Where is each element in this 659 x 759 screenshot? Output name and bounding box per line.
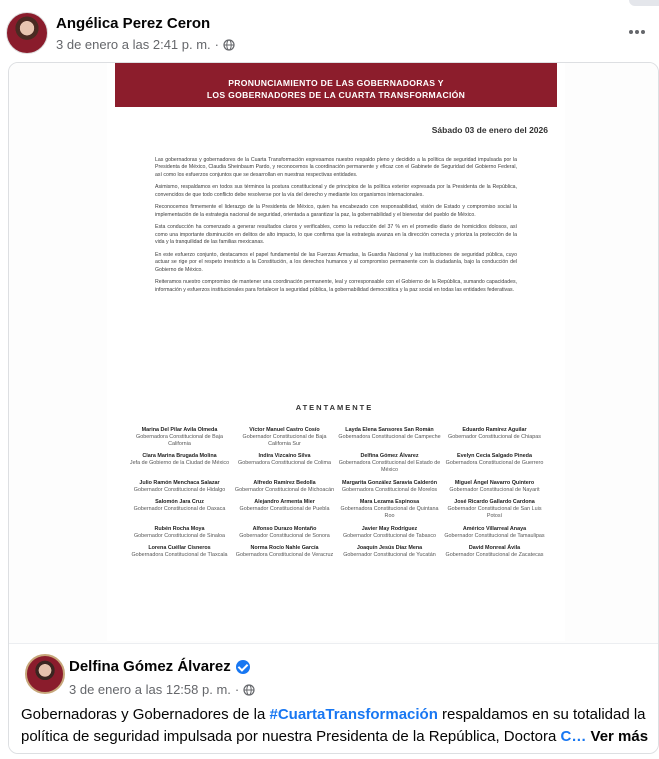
signatory-role: Gobernador Constitucional de Tabasco [342, 532, 437, 539]
signatory [337, 526, 442, 540]
signatory-role: Gobernadora Constitucional de Quintana Roo [340, 506, 439, 519]
post-header [0, 0, 659, 60]
signatory-name: Clara Marina Brugada Molina [142, 453, 217, 460]
hashtag-link[interactable]: #CuartaTransformación [269, 706, 438, 723]
signatory-role: Gobernadora Constitucional de Tlaxcala [131, 552, 228, 559]
signatory-name: Marina Del Pilar Avila Olmeda [141, 427, 218, 433]
more-dot [635, 30, 639, 34]
shared-post-card[interactable] [8, 62, 659, 754]
signatory-role: Gobernadora Constitucional de Baja California [136, 433, 223, 447]
more-horizontal-icon [629, 30, 633, 34]
signatory [337, 499, 442, 519]
document-title-line2: LOS GOBERNADORES DE LA CUARTA TRANSFORMACIÓN [206, 90, 466, 100]
shared-author-label[interactable]: Delfina Gómez Álvarez [69, 658, 231, 675]
document-paragraph: Las gobernadoras y gobernadores de la Cuarta Transformación expresamos nuestro respaldo pleno y decidido a la política de seguridad impulsada por la Presidenta de México, Claudia Sheinbaum Pardo, y reconocemos la coordinación permanente y eficaz con el Gabinete de Seguridad del Gobierno Federal, así como los esfuerzos conjuntos que se desarrollan en nuestras respectivas entidades. [155, 157, 517, 178]
signatory-role: Gobernadora Constitucional del Estado de México [338, 460, 441, 473]
meta-separator: · [234, 682, 240, 697]
signatory [337, 480, 442, 494]
globe-icon[interactable] [243, 684, 255, 696]
signatory-name: Indira Vizcaíno Silva [258, 453, 311, 460]
signatory-name: Alfonso Durazo Montaño [252, 525, 317, 532]
signatory [127, 480, 232, 494]
signatory [232, 545, 337, 559]
signatory-role: Gobernador Constitucional de Sinaloa [133, 532, 226, 539]
signatory [442, 526, 547, 540]
signatory-role: Gobernadora Constitucional de Colima [238, 460, 331, 467]
meta-separator: · [214, 37, 219, 52]
globe-icon[interactable] [223, 39, 235, 51]
signatory-name: Miguel Ángel Navarro Quintero [454, 479, 535, 486]
top-corner-decoration [629, 0, 659, 6]
signatory [442, 453, 547, 473]
signatory-name: Eduardo Ramírez Aguilar [462, 427, 527, 433]
author-avatar[interactable] [6, 12, 48, 54]
document-closing: ATENTAMENTE [295, 403, 374, 412]
signatory-role: Gobernador Constitucional de Nayarit [449, 486, 540, 493]
signatory [442, 427, 547, 447]
signatory-name: Rubén Rocha Moya [154, 525, 205, 532]
signatory-role: Gobernador Constitucional de Oaxaca [133, 506, 226, 513]
more-options-button[interactable] [625, 22, 649, 42]
document-paragraph: En este esfuerzo conjunto, destacamos el papel fundamental de las Fuerzas Armadas, la Guardia Nacional y las instituciones de seguridad pública, cuyo actuar se rige por el respeto irrestricto a la Constitución, a los derechos humanos y al compromiso permanente con la ciudadanía, bajo la conducción del Gobierno de México. [155, 251, 517, 273]
signatory-role: Gobernadora Constitucional de Morelos [341, 486, 438, 493]
more-dot [641, 30, 645, 34]
signatory [337, 453, 442, 473]
document-paragraph: Asimismo, respaldamos en todos sus términos la postura constitucional y de principios de la política exterior expresada por la Presidenta de la República, convencidos de que todo conflicto debe resolverse por la vía del derecho y mediante los organismos internacionales. [155, 184, 517, 198]
signatory-role: Jefa de Gobierno de la Ciudad de México [129, 460, 230, 467]
signatory-name: Alejandro Armenta Mier [254, 499, 315, 506]
signatory-name: Américo Villarreal Anaya [462, 525, 527, 532]
signatory [232, 427, 337, 447]
shared-post-timestamp[interactable]: 3 de enero a las 12:58 p. m. [69, 682, 231, 697]
signatory-name: Lorena Cuéllar Cisneros [148, 545, 211, 552]
signatory [442, 499, 547, 519]
signatory [127, 545, 232, 559]
shared-author-avatar[interactable] [25, 654, 65, 694]
signatory [127, 499, 232, 519]
signatory-name: Alfredo Ramírez Bedolla [253, 479, 316, 486]
signatory-name: Javier May Rodríguez [361, 525, 418, 532]
signatory-name: Joaquín Jesús Díaz Mena [356, 545, 423, 552]
truncated-link[interactable]: C… [560, 728, 587, 745]
signatory [232, 499, 337, 519]
document-image[interactable] [9, 63, 659, 643]
signatory-role: Gobernador Constitucional de Zacatecas [445, 552, 544, 559]
document-paragraph: Esta conducción ha comenzado a generar resultados claros y verificables, como la reducción del 37 % en el promedio diario de homicidios dolosos, así como una importante disminución en delitos de alto impacto, lo que confirma que la estrategia avanza en la dirección correcta y prioriza la protección de la vida y la tranquilidad de las familias mexicanas. [155, 224, 517, 246]
signatory-role: Gobernador Constitucional de San Luis Potosí [447, 506, 542, 519]
author-name[interactable]: Angélica Perez Ceron [56, 15, 211, 32]
shared-author-name[interactable] [69, 658, 250, 675]
document-date: Sábado 03 de enero del 2026 [431, 125, 548, 135]
signatory-name: Evelyn Cecia Salgado Pineda [457, 453, 532, 460]
shared-post-meta [69, 682, 255, 697]
signatory-role: Gobernador Constitucional de Chiapas [448, 433, 541, 440]
shared-post [9, 643, 659, 754]
signatory [337, 427, 442, 447]
post-meta [56, 37, 235, 52]
signatory-role: Gobernador Constitucional de Tamaulipas [444, 532, 545, 539]
signatory-name: Mara Lezama Espinosa [359, 499, 420, 506]
post-text-rest: respaldamos en su totalidad la política de seguridad impulsada por nuestra Presidenta de la República, Doctora [21, 706, 646, 745]
document-title-banner [115, 63, 557, 107]
post-text-start: Gobernadoras y Gobernadores de la [21, 706, 270, 723]
signatory-name: Delfina Gómez Álvarez [360, 453, 419, 460]
signatories-grid [127, 427, 547, 559]
signatory-role: Gobernador Constitucional de Yucatán [343, 552, 436, 559]
document-paragraph: Reconocemos firmemente el liderazgo de la Presidenta de México, quien ha encabezado con responsabilidad, visión de Estado y compromiso social la implementación de la estrategia nacional de seguridad, orientada a garantizar la paz, la gobernabilidad y el bienestar del pueblo de México. [155, 204, 517, 218]
signatory-role: Gobernadora Constitucional de Veracruz [235, 552, 334, 559]
see-more-button[interactable]: Ver más [590, 728, 649, 745]
signatory [127, 453, 232, 473]
signatory [232, 526, 337, 540]
signatory-role: Gobernadora Constitucional de Campeche [338, 433, 441, 440]
signatory [232, 453, 337, 473]
signatory-name: Layda Elena Sansores San Román [345, 427, 434, 433]
signatory-role: Gobernador Constitucional de Baja California Sur [242, 433, 327, 447]
signatory-name: Salomón Jara Cruz [155, 499, 204, 506]
signatory [232, 480, 337, 494]
signatory-role: Gobernadora Constitucional de Guerrero [445, 460, 544, 467]
document-paragraph: Reiteramos nuestro compromiso de mantener una coordinación permanente, leal y corresponsable con el Gobierno de la República, sumando capacidades, información y esfuerzos institucionales para fortalecer la seguridad pública, la gobernabilidad democrática y la paz social en todas las entidades federativas. [155, 279, 517, 293]
signatory-role: Gobernador Constitucional de Puebla [239, 506, 330, 513]
signatory [127, 526, 232, 540]
verified-badge-icon [236, 660, 250, 674]
signatory-name: Margarita González Saravia Calderón [342, 479, 437, 486]
signatory-role: Gobernador Constitucional de Sonora [239, 532, 330, 539]
post-timestamp[interactable]: 3 de enero a las 2:41 p. m. [56, 37, 211, 52]
signatory-name: José Ricardo Gallardo Cardona [454, 499, 535, 506]
signatory [442, 545, 547, 559]
signatory-name: Víctor Manuel Castro Cosío [249, 427, 320, 433]
signatory [337, 545, 442, 559]
signatory-name: David Monreal Ávila [468, 545, 521, 552]
document-body [155, 157, 517, 299]
signatory-name: Julio Ramón Menchaca Salazar [139, 479, 220, 486]
signatory [127, 427, 232, 447]
signatory [442, 480, 547, 494]
signatory-role: Gobernador Constitucional de Michoacán [234, 486, 335, 493]
signatory-role: Gobernador Constitucional de Hidalgo [133, 486, 226, 493]
signatory-name: Norma Rocío Nahle García [250, 545, 319, 552]
shared-post-text [21, 704, 651, 748]
document-title-line1: PRONUNCIAMIENTO DE LAS GOBERNADORAS Y [228, 78, 444, 88]
